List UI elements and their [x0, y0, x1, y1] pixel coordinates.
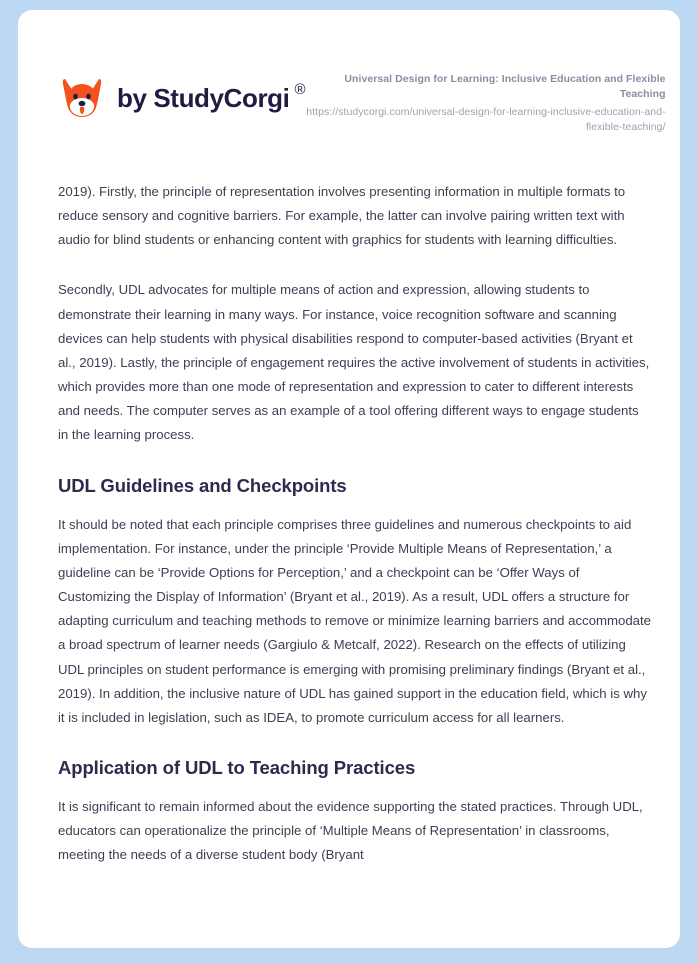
section-heading: UDL Guidelines and Checkpoints: [58, 474, 347, 496]
brand-logo[interactable]: [58, 74, 306, 122]
document-body: [58, 180, 652, 868]
document-page-card: [18, 10, 680, 948]
brand-name: by StudyCorgi: [117, 83, 290, 113]
registered-trademark-icon: ®: [294, 80, 306, 98]
document-url[interactable]: https://studycorgi.com/universal-design-for-learning-inclusive-education-and-flexible-teaching/: [306, 105, 666, 133]
document-header: [18, 10, 680, 160]
body-paragraph: Secondly, UDL advocates for multiple means of action and expression, allowing students to demonstrate their learning in many ways. For instance, voice recognition software and scanning devices can help students with physical disabilities respond to computer-based activities (Bryant et al., 2019). Lastly, the principle of engagement requires the active involvement of students in activities, which provides more than one mode of representation and expression to cater to different interests and needs. The computer serves as an example of a tool offering different ways to engage students in the learning process.: [58, 282, 650, 443]
corgi-head-icon: [58, 74, 106, 122]
body-paragraph: 2019). Firstly, the principle of representation involves presenting information in multiple formats to reduce sensory and cognitive barriers. For example, the latter can involve pairing written text with audio for blind students or enhancing content with graphics for students with learning difficulties.: [58, 184, 626, 248]
document-title: Universal Design for Learning: Inclusive Education and Flexible Teaching: [344, 73, 666, 100]
body-paragraph: It is significant to remain informed about the evidence supporting the stated practices. Through UDL, educators can operationalize the principle of ‘Multiple Means of Representation’ in classrooms, meeting the needs of a diverse student body (Bryant: [58, 799, 643, 863]
body-paragraph: It should be noted that each principle comprises three guidelines and numerous checkpoints to aid implementation. For instance, under the principle ‘Provide Multiple Means of Representation,’ a guideline can be ‘Provide Options for Perception,’ and a checkpoint can be ‘Offer Ways of Customizing the Display of Information’ (Bryant et al., 2019). As a result, UDL offers a structure for adapting curriculum and teaching methods to remove or minimize learning barriers and accommodate a broad spectrum of learner needs (Gargiulo & Metcalf, 2022). Research on the effects of utilizing UDL principles on student performance is emerging with promising preliminary findings (Bryant et al., 2019). In addition, the inclusive nature of UDL has gained support in the education field, which is why it is included in legislation, such as IDEA, to promote curriculum access for all learners.: [58, 516, 651, 725]
section-heading: Application of UDL to Teaching Practices: [58, 757, 416, 779]
document-meta: [306, 62, 666, 135]
